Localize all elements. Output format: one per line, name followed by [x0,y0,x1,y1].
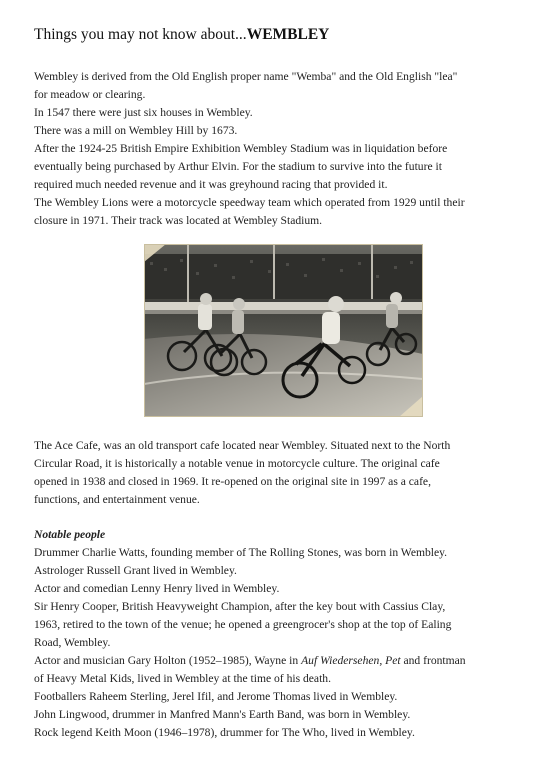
ace-cafe-paragraph [34,437,534,509]
text-line: closure in 1971. Their track was located at Wembley Stadium. [34,214,323,227]
text-line: In 1547 there were just six houses in Wembley. [34,106,253,119]
text-line: Wembley is derived from the Old English proper name "Wemba" and the Old English "lea" [34,70,458,83]
text-line: functions, and entertainment venue. [34,493,200,506]
text-line: Circular Road, it is historically a notable venue in motorcycle culture. The original cafe [34,457,440,470]
notable-people-heading: Notable people [34,528,106,541]
text-line: Astrologer Russell Grant lived in Wembley. [34,564,237,577]
notable-people-section [34,526,534,742]
text-line: of Heavy Metal Kids, lived in Wembley at the time of his death. [34,672,331,685]
text-line: eventually being purchased by Arthur Elvin. For the stadium to survive into the future it [34,160,442,173]
text-line: Actor and comedian Lenny Henry lived in Wembley. [34,582,280,595]
text-line: There was a mill on Wembley Hill by 1673. [34,124,238,137]
intro-paragraph [34,68,534,230]
speedway-riders-photo [144,244,423,417]
text-line: The Wembley Lions were a motorcycle speedway team which operated from 1929 until their [34,196,465,209]
text-line: The Ace Cafe, was an old transport cafe located near Wembley. Situated next to the North [34,439,451,452]
text-line: John Lingwood, drummer in Manfred Mann's Earth Band, was born in Wembley. [34,708,411,721]
text-line: Drummer Charlie Watts, founding member of The Rolling Stones, was born in Wembley. [34,546,448,559]
text-line: opened in 1938 and closed in 1969. It re-opened on the original site in 1997 as a cafe, [34,475,431,488]
tv-show-title: Auf Wiedersehen, Pet [301,654,401,667]
text-line: Road, Wembley. [34,636,111,649]
text-line: Footballers Raheem Sterling, Jerel Ifil, and Jerome Thomas lived in Wembley. [34,690,398,703]
text-line: Actor and musician Gary Holton (1952–1985), Wayne in Auf Wiedersehen, Pet and frontman [34,654,466,667]
text-line: required much needed revenue and it was greyhound racing that provided it. [34,178,388,191]
page-title: Things you may not know about...WEMBLEY [34,26,330,43]
text-line: Sir Henry Cooper, British Heavyweight Champion, after the key bout with Cassius Clay, [34,600,446,613]
text-line: for meadow or clearing. [34,88,146,101]
text-line: Rock legend Keith Moon (1946–1978), drummer for The Who, lived in Wembley. [34,726,415,739]
text-line: After the 1924-25 British Empire Exhibition Wembley Stadium was in liquidation before [34,142,448,155]
text-line: 1963, retired to the town of the venue; he opened a greengrocer's shop at the top of Ealing [34,618,452,631]
